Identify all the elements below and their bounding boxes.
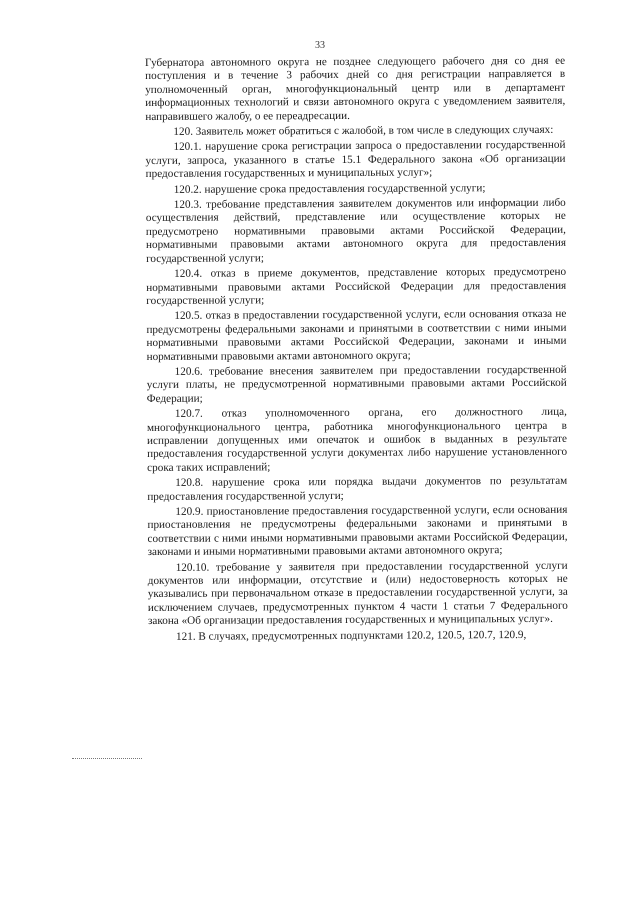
paragraph-120-2: 120.2. нарушение срока предоставления государственной услуги; (173, 181, 486, 196)
paragraph-120-7: 120.7. отказ уполномоченного органа, его должностного лица, многофункционального центра, работника многофункционального центра в исправлении допущенных ими опечаток и ошибок в выданных в результате предоставления государственной услуги документах либо нарушение установленного срока таких исправлений; (146, 405, 568, 474)
page-number: 33 (315, 40, 325, 51)
paragraph-continuation: Губернатора автономного округа не позднее следующего рабочего дня со дня ее поступления и в течение 3 рабочих дней со дня регистрации направляется в уполномоченный орган, многофункциональный центр или в департамент информационных технологий и связи автономного округа с уведомлением заявителя, направившего жалобу, о ее переадресации. (145, 54, 566, 123)
scan-artifact-line (72, 758, 142, 759)
paragraph-120-10: 120.10. требование у заявителя при предоставлении государственной услуги документов или информации, отсутствие и (или) недостоверность которых не указывались при первоначальном отказе в предоставлении государственной услуги, за исключением случаев, предусмотренных пунктом 4 части 1 статьи 7 Федерального закона «Об организации предоставления государственных и муниципальных услуг». (147, 559, 568, 628)
paragraph-120-5: 120.5. отказ в предоставлении государственной услуги, если основания отказа не предусмотрены федеральными законами и принятыми в соответствии с ними иными нормативными правовыми актами Российской Федерации, законами и иными нормативными правовыми актами автономного округа; (146, 308, 567, 363)
paragraph-120-1: 120.1. нарушение срока регистрации запроса о предоставлении государственной услуги, запроса, указанного в статье 15.1 Федерального закона «Об организации предоставления государственных и муниципальных услуг»; (145, 139, 566, 181)
paragraph-121: 121. В случаях, предусмотренных подпунктами 120.2, 120.5, 120.7, 120.9, (176, 628, 527, 643)
paragraph-120-3: 120.3. требование представления заявителем документов или информации либо осуществления действий, представление или осуществление которых не предусмотрено нормативными правовыми актами Российской Федерации, нормативными правовыми актами автономного округа для предоставления государственной услуги; (145, 196, 567, 265)
paragraph-120-9: 120.9. приостановление предоставления государственной услуги, если основания приостановления не предусмотрены федеральными законами и принятыми в соответствии с ними иными нормативными правовыми актами Российской Федерации, законами и иными нормативными правовыми актами автономного округа; (147, 503, 568, 559)
paragraph-120-6: 120.6. требование внесения заявителем при предоставлении государственной услуги платы, не предусмотренной нормативными правовыми актами Российской Федерации; (146, 363, 567, 405)
paragraph-120-8: 120.8. нарушение срока или порядка выдачи документов по результатам предоставления государственной услуги; (147, 474, 568, 503)
document-body (145, 55, 568, 646)
paragraph-120-4: 120.4. отказ в приеме документов, представление которых предусмотрено нормативными правовыми актами Российской Федерации для предоставления государственной услуги; (146, 265, 567, 307)
paragraph-120: 120. Заявитель может обратиться с жалобой, в том числе в следующих случаях: (173, 123, 554, 138)
